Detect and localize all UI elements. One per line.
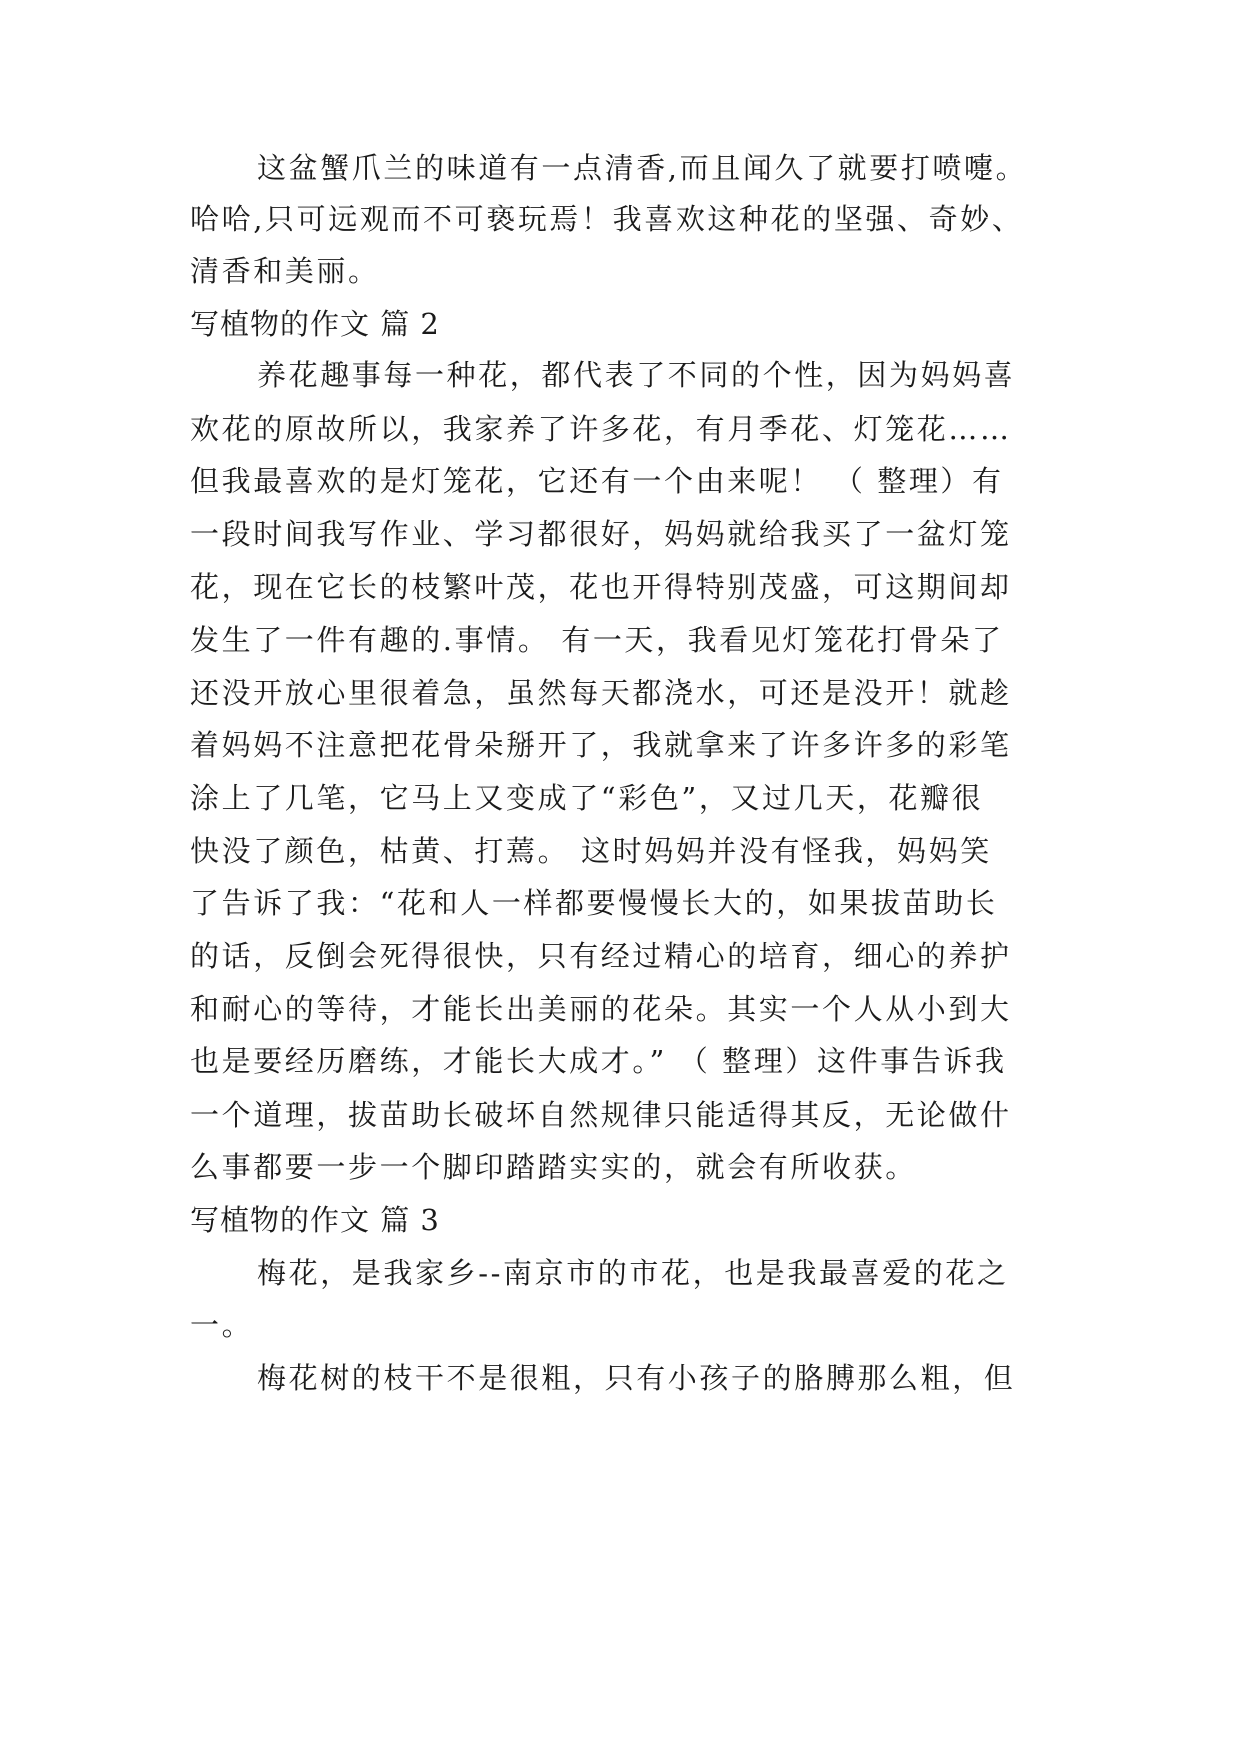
paragraph-line: 花，现在它长的枝繁叶茂，花也开得特别茂盛，可这期间却 xyxy=(190,570,1012,604)
paragraph-line: 着妈妈不注意把花骨朵掰开了，我就拿来了许多许多的彩笔 xyxy=(190,728,1012,762)
paragraph-line: 么事都要一步一个脚印踏踏实实的，就会有所收获。 xyxy=(190,1150,917,1184)
paragraph-line: 还没开放心里很着急，虽然每天都浇水，可还是没开！就趁 xyxy=(190,676,1012,710)
paragraph-line: 梅花，是我家乡--南京市的市花，也是我最喜爱的花之 xyxy=(257,1256,1009,1290)
paragraph-line: 一个道理，拔苗助长破坏自然规律只能适得其反，无论做什 xyxy=(190,1098,1012,1132)
paragraph-line: 和耐心的等待，才能长出美丽的花朵。其实一个人从小到大 xyxy=(190,992,1012,1026)
paragraph-line: 清香和美丽。 xyxy=(190,254,380,288)
paragraph-line: 也是要经历磨练，才能长大成才。” （ 整理）这件事告诉我 xyxy=(190,1044,1007,1078)
paragraph-line: 哈哈,只可远观而不可亵玩焉！我喜欢这种花的坚强、奇妙、 xyxy=(190,202,1024,236)
paragraph-line: 梅花树的枝干不是很粗，只有小孩子的胳膊那么粗，但 xyxy=(257,1361,1016,1395)
section-heading: 写植物的作文 篇 3 xyxy=(190,1203,440,1237)
section-heading: 写植物的作文 篇 2 xyxy=(190,307,440,341)
paragraph-line: 快没了颜色，枯黄、打蔫。 这时妈妈并没有怪我，妈妈笑 xyxy=(190,834,992,868)
paragraph-line: 这盆蟹爪兰的味道有一点清香,而且闻久了就要打喷嚏。 xyxy=(257,151,1028,185)
paragraph-line: 一段时间我写作业、学习都很好，妈妈就给我买了一盆灯笼 xyxy=(190,517,1012,551)
paragraph-line: 发生了一件有趣的.事情。 有一天，我看见灯笼花打骨朵了 xyxy=(190,623,1004,657)
paragraph-line: 但我最喜欢的是灯笼花，它还有一个由来呢！ （ 整理）有 xyxy=(190,464,1004,498)
paragraph-line: 养花趣事每一种花，都代表了不同的个性，因为妈妈喜 xyxy=(257,358,1016,392)
paragraph-line: 欢花的原故所以，我家养了许多花，有月季花、灯笼花…… xyxy=(190,412,1012,446)
paragraph-line: 了告诉了我：“花和人一样都要慢慢长大的，如果拔苗助长 xyxy=(190,886,998,920)
paragraph-line: 一。 xyxy=(190,1308,254,1342)
paragraph-line: 涂上了几笔，它马上又变成了“彩色”，又过几天，花瓣很 xyxy=(190,781,984,815)
paragraph-line: 的话，反倒会死得很快，只有经过精心的培育，细心的养护 xyxy=(190,939,1012,973)
